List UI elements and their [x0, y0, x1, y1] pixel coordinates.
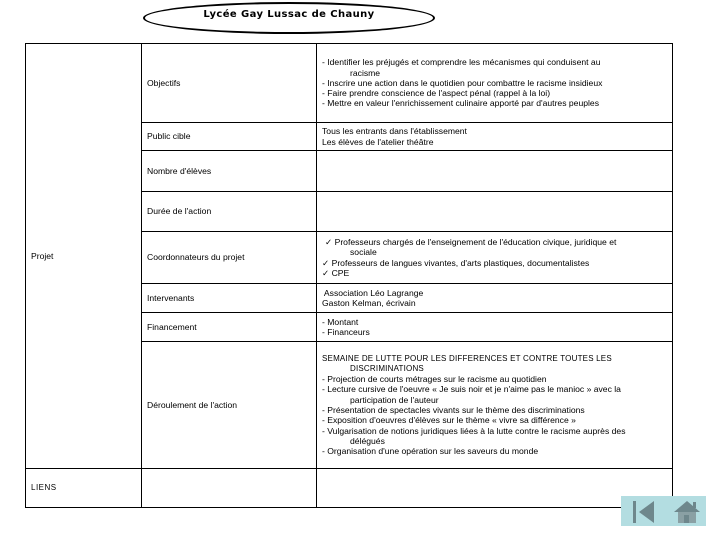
row-content — [317, 284, 673, 313]
content-line: DISCRIMINATIONS — [350, 363, 424, 373]
content-line: - Exposition d'oeuvres d'élèves sur le thème « vivre sa différence » — [322, 415, 576, 426]
row-content — [317, 44, 673, 123]
content-line: - Faire prendre conscience de l'aspect pénal (rappel à la loi) — [322, 88, 551, 99]
content-line: racisme — [350, 67, 381, 78]
home-icon[interactable] — [673, 500, 701, 524]
table-row — [26, 44, 673, 123]
row-content — [317, 232, 673, 284]
row-content — [317, 313, 673, 342]
row-label: Financement — [142, 313, 317, 342]
content-line: - Vulgarisation de notions juridiques liées à la lutte contre le racisme auprès des — [322, 425, 626, 436]
row-label: Nombre d'élèves — [142, 151, 317, 192]
section-projet: Projet — [26, 44, 142, 469]
content-line: Gaston Kelman, écrivain — [322, 298, 416, 308]
content-line: - Montant — [322, 316, 359, 327]
content-line: ✓ CPE — [322, 267, 350, 278]
content-line: sociale — [350, 247, 377, 258]
row-content — [317, 469, 673, 508]
project-table — [25, 43, 673, 508]
content-line: SEMAINE DE LUTTE POUR LES DIFFERENCES ET CONTRE TOUTES LES — [322, 353, 612, 363]
content-line: - Présentation de spectacles vivants sur le thème des discriminations — [322, 405, 585, 415]
row-label: Déroulement de l'action — [142, 342, 317, 469]
section-liens: LIENS — [26, 469, 142, 508]
content-line: - Financeurs — [322, 327, 370, 337]
row-label: Coordonnateurs du projet — [142, 232, 317, 284]
table-row — [26, 469, 673, 508]
content-line: - Organisation d'une opération sur les saveurs du monde — [322, 446, 539, 457]
content-line: ✓ Professeurs de langues vivantes, d'arts plastiques, documentalistes — [322, 257, 590, 268]
content-line: Les élèves de l'atelier théâtre — [322, 136, 434, 147]
content-line: - Projection de courts métrages sur le racisme au quotidien — [322, 374, 547, 385]
content-line: - Inscrire une action dans le quotidien pour combattre le racisme insidieux — [322, 77, 603, 88]
row-label: Intervenants — [142, 284, 317, 313]
row-content — [317, 192, 673, 232]
content-line: Tous les entrants dans l'établissement — [322, 126, 467, 137]
content-line: - Mettre en valeur l'enrichissement culinaire apporté par d'autres peuples — [322, 98, 599, 109]
content-line: ✓ Professeurs chargés de l'enseignement de l'éducation civique, juridique et — [325, 236, 617, 247]
row-content — [317, 342, 673, 469]
page-title: Lycée Gay Lussac de Chauny — [203, 9, 375, 20]
row-content — [317, 151, 673, 192]
row-label: Objectifs — [142, 44, 317, 123]
row-label: Public cible — [142, 123, 317, 151]
content-line: - Identifier les préjugés et comprendre les mécanismes qui conduisent au — [322, 57, 601, 68]
skip-back-icon[interactable] — [631, 500, 657, 524]
row-label — [142, 469, 317, 508]
content-line: Association Léo Lagrange — [322, 287, 424, 298]
row-label: Durée de l'action — [142, 192, 317, 232]
nav-bar — [621, 496, 706, 526]
content-line: - Lecture cursive de l'oeuvre « Je suis noir et je n'aime pas le manioc » avec la — [322, 384, 621, 395]
content-line: participation de l'auteur — [350, 394, 439, 405]
row-content — [317, 123, 673, 151]
content-line: délégués — [350, 435, 385, 446]
